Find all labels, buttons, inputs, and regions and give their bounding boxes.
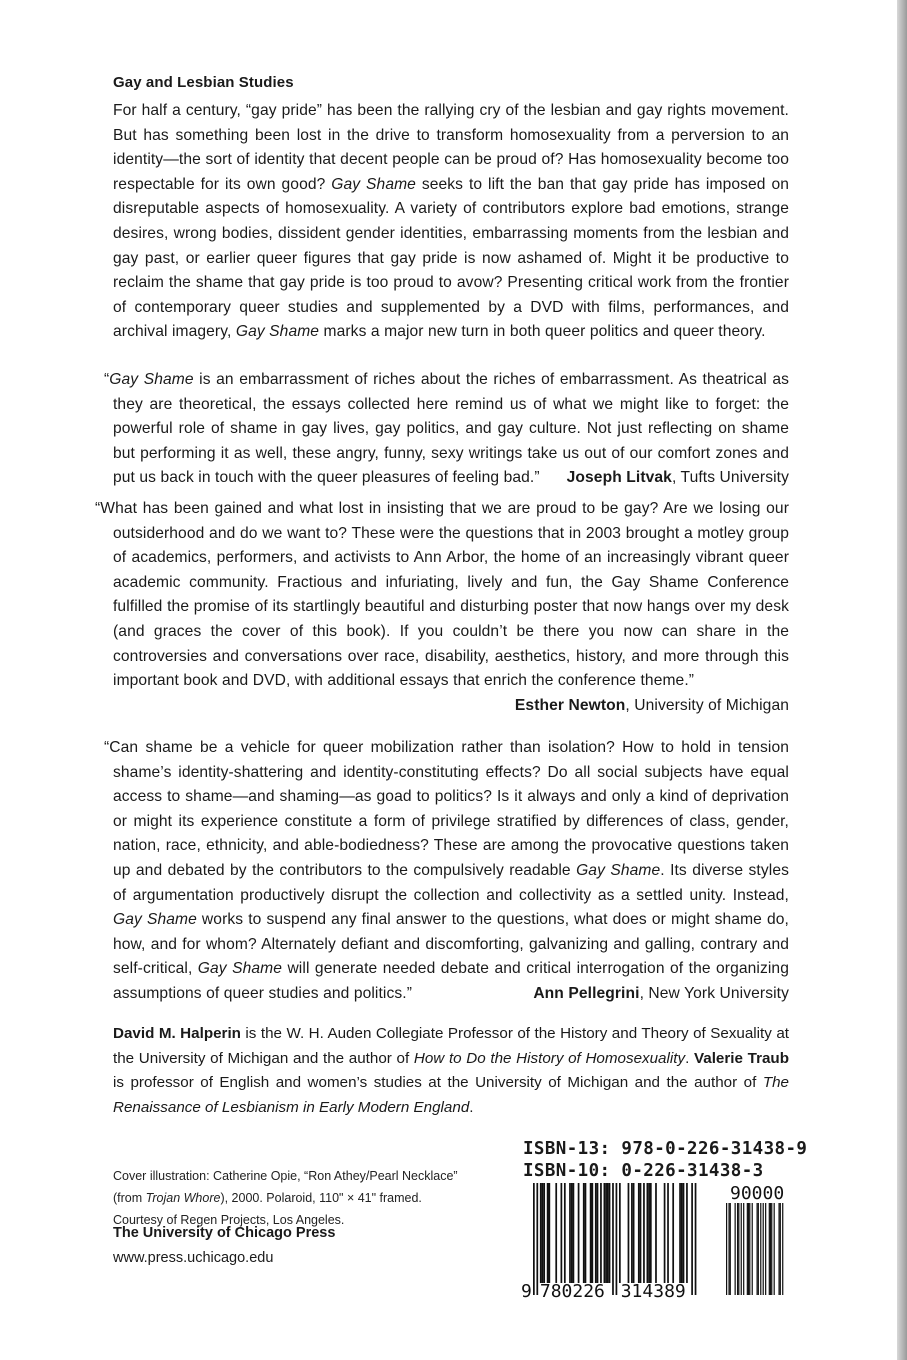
- addon-bar: [782, 1203, 783, 1295]
- addon-bar: [757, 1203, 758, 1295]
- publisher-name: The University of Chicago Press: [113, 1225, 336, 1241]
- isbn-block: [523, 1138, 807, 1182]
- barcode-bar: [607, 1183, 609, 1283]
- addon-bar: [763, 1203, 764, 1295]
- addon-bar: [748, 1203, 749, 1295]
- addon-bar: [728, 1203, 729, 1295]
- addon-bar: [771, 1203, 772, 1295]
- addon-bar: [769, 1203, 770, 1295]
- barcode-bar: [548, 1183, 550, 1283]
- barcode-bar: [672, 1183, 674, 1283]
- addon-bar: [774, 1203, 775, 1295]
- barcode-bar: [619, 1183, 621, 1283]
- barcode-bar: [543, 1183, 545, 1283]
- blurb-pellegrini: “Can shame be a vehicle for queer mobilization rather than isolation? How to hold in tension shame’s identity-shattering and identity-constituting effects? Do all social subjects have equal access to shame—and shaming—as goad to politics? Is it always and only a kind of deprivation or might its experience constitute a form of privilege stratified by differences of class, gender, nation, race, ethnicity, and able-bodiedness? These are among the provocative questions taken up and debated by the contributors to the compulsively readable Gay Shame. Its diverse styles of argumentation productively disrupt the collection and collectivity as a settled unity. Instead, Gay Shame works to suspend any final answer to the questions, what does or might shame do, how, and for whom? Alternately defiant and discomforting, galvanizing and galling, contrary and self-critical, Gay Shame will generate needed debate and critical interrogation of the organizing assumptions of queer studies and politics.” Ann Pellegrini, New York University: [104, 736, 789, 1007]
- addon-bar: [752, 1203, 753, 1295]
- barcode-bar: [605, 1183, 607, 1283]
- barcode-bar: [695, 1183, 697, 1295]
- barcode-bar: [650, 1183, 652, 1283]
- barcode-bar: [561, 1183, 563, 1283]
- addon-bar: [765, 1203, 766, 1295]
- barcode-bar: [633, 1183, 635, 1283]
- barcode-bar: [573, 1183, 575, 1283]
- publisher-url: www.press.uchicago.edu: [113, 1250, 274, 1266]
- addon-bar: [749, 1203, 750, 1295]
- barcode-bar: [647, 1183, 649, 1283]
- barcode-bar: [595, 1183, 597, 1283]
- barcode-bar: [643, 1183, 645, 1283]
- barcode-bar: [640, 1183, 642, 1283]
- barcode-bar: [681, 1183, 683, 1283]
- addon-bar: [726, 1203, 727, 1295]
- barcode-bar: [631, 1183, 633, 1283]
- addon-bar: [737, 1203, 738, 1295]
- isbn-10: ISBN-10: 0-226-31438-3: [523, 1161, 764, 1181]
- barcode-bar: [542, 1183, 544, 1283]
- barcode-bar: [540, 1183, 542, 1283]
- barcode-bar: [571, 1183, 573, 1283]
- barcode-bar: [655, 1183, 657, 1283]
- isbn-13: ISBN-13: 978-0-226-31438-9: [523, 1139, 808, 1159]
- addon-digits: 90000: [730, 1183, 785, 1204]
- editor-bios: David M. Halperin is the W. H. Auden Collegiate Professor of the History and Theory of Sexuality at the University of Michigan and the author of How to Do the History of Homosexuality. Valerie Traub is professor of English and women’s studies at the University of Michigan and the author of The Renaissance of Lesbianism in Early Modern England.: [113, 1025, 789, 1116]
- barcode: [521, 1183, 789, 1301]
- barcode-bar: [628, 1183, 630, 1283]
- barcode-bar: [679, 1183, 681, 1283]
- blurb-attribution: Joseph Litvak, Tufts University: [566, 469, 789, 487]
- addon-bar: [735, 1203, 736, 1295]
- barcode-lead-digit: 9: [521, 1281, 532, 1301]
- barcode-bar: [533, 1183, 535, 1295]
- blurb-attribution: Esther Newton, University of Michigan: [514, 696, 789, 714]
- barcode-bar: [536, 1183, 538, 1295]
- barcode-bar: [667, 1183, 669, 1283]
- addon-bar: [747, 1203, 748, 1295]
- barcode-bar: [664, 1183, 666, 1283]
- addon-bar: [770, 1203, 771, 1295]
- addon-bar: [743, 1203, 744, 1295]
- barcode-bar: [600, 1183, 602, 1283]
- barcode-bar: [691, 1183, 693, 1295]
- barcode-bar: [583, 1183, 585, 1283]
- addon-bar: [741, 1203, 742, 1295]
- barcode-bar: [597, 1183, 599, 1283]
- category-label: Gay and Lesbian Studies: [113, 74, 294, 91]
- barcode-left-digits: 780226: [539, 1281, 605, 1301]
- barcode-bar: [686, 1183, 688, 1283]
- barcode-bar: [612, 1183, 614, 1295]
- book-description: For half a century, “gay pride” has been the rallying cry of the lesbian and gay rights movement. But has something been lost in the drive to transform homosexuality from a perversion to an identity—the sort of identity that decent people can be proud of? Has homosexuality become too respectable for its own good? Gay Shame seeks to lift the ban that gay pride has imposed on disreputable aspects of homosexuality. A variety of contributors explore bad emotions, strange desires, wrong bodies, dissident gender identities, embarrassing moments from the lesbian and gay past, or earlier queer figures that gay pride is now ashamed of. Might it be productive to reclaim the shame that gay pride is too proud to avow? Presenting critical work from the frontier of contemporary queer studies and supplemented by a DVD with films, performances, and archival imagery, Gay Shame marks a major new turn in both queer politics and queer theory.: [113, 102, 789, 341]
- addon-bar: [778, 1203, 779, 1295]
- addon-bar: [758, 1203, 759, 1295]
- barcode-bar: [578, 1183, 580, 1283]
- blurb-litvak: “Gay Shame is an embarrassment of riches about the riches of embarrassment. As theatrical as they are theoretical, the essays collected here remind us of what we might like to forget: the powerful role of shame in gay lives, gay politics, and gay culture. Not just reflecting on shame but performing it as well, these angry, funny, sexy writings take us out of our comfort zones and put us back in touch with the queer pleasures of feeling bad.” Joseph Litvak, Tufts University: [104, 368, 789, 491]
- barcode-bar: [648, 1183, 650, 1283]
- page-edge-shadow: [897, 0, 907, 1360]
- barcode-bar: [564, 1183, 566, 1283]
- barcode-bar: [547, 1183, 549, 1283]
- blurb-newton: “What has been gained and what lost in insisting that we are proud to be gay? Are we losing our outsiderhood and do we want to? These were the questions that in 2003 brought a motley group of academics, performers, and activists to Ann Arbor, the home of an increasingly vibrant queer academic community. Fractious and infuriating, lively and fun, the Gay Shame Conference fulfilled the promise of its startlingly beautiful and disturbing poster that now hangs over my desk (and graces the cover of this book). If you couldn’t be there you now can share in the controversies and conversations over race, disability, aesthetics, history, and more through this important book and DVD, with additional essays that enrich the conference theme.” Esther Newton, University of Michigan: [104, 497, 789, 718]
- barcode-bar: [609, 1183, 611, 1283]
- barcode-bar: [591, 1183, 593, 1283]
- publisher-block: [113, 1221, 335, 1271]
- barcode-bar: [616, 1183, 618, 1295]
- barcode-right-digits: 314389: [620, 1281, 686, 1301]
- barcode-bar: [590, 1183, 592, 1283]
- cover-credit: Cover illustration: Catherine Opie, “Ron Athey/Pearl Necklace” (from Trojan Whore), 2000. Polaroid, 110" × 41" framed. Courtesy of Regen Projects, Los Angeles.: [113, 1169, 458, 1227]
- barcode-bar: [604, 1183, 606, 1283]
- barcode-bar: [555, 1183, 557, 1283]
- addon-bar: [730, 1203, 731, 1295]
- addon-bar: [738, 1203, 739, 1295]
- barcode-bar: [683, 1183, 685, 1283]
- barcode-graphic: [521, 1183, 789, 1301]
- barcode-bar: [569, 1183, 571, 1283]
- addon-bar: [780, 1203, 781, 1295]
- barcode-bar: [585, 1183, 587, 1283]
- blurb-attribution: Ann Pellegrini, New York University: [533, 984, 789, 1002]
- barcode-bar: [638, 1183, 640, 1283]
- addon-bar: [760, 1203, 761, 1295]
